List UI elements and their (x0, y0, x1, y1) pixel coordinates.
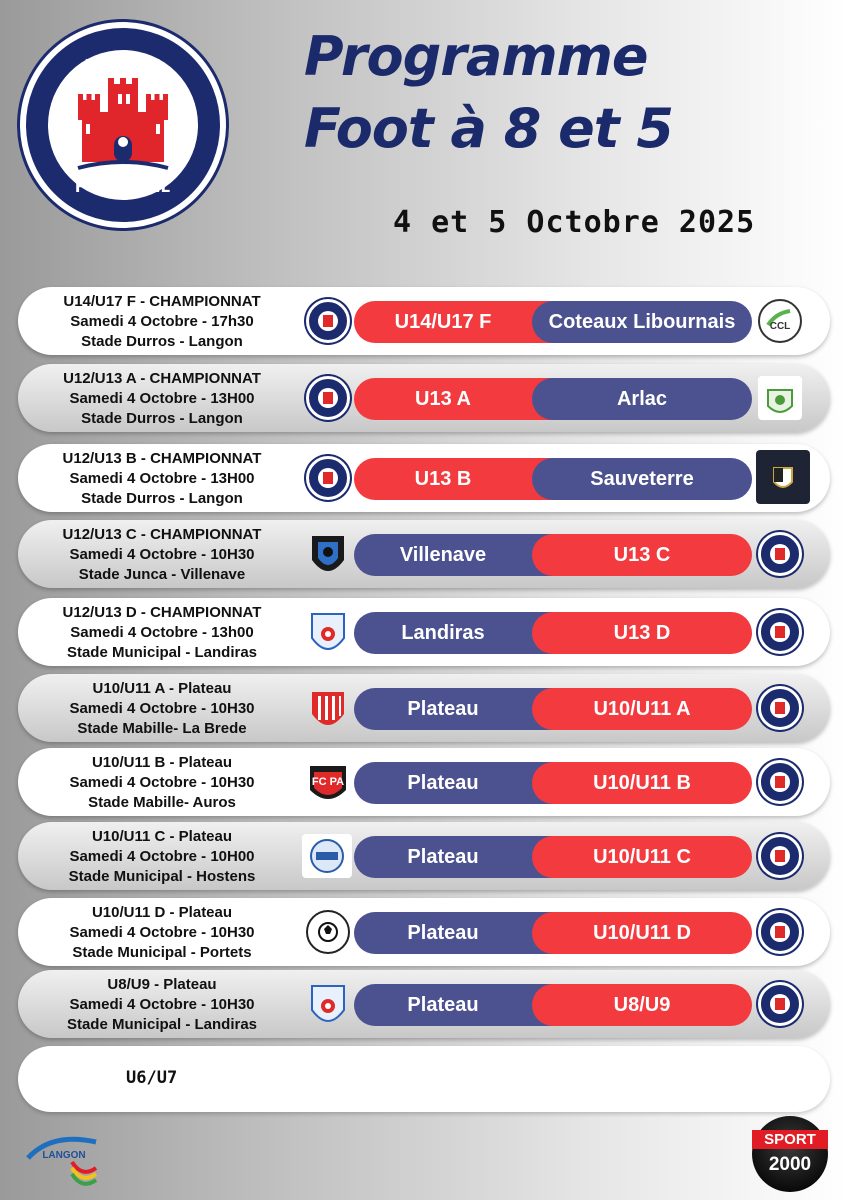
match-title: U12/U13 A - CHAMPIONNAT (63, 370, 261, 387)
match-venue: Stade Durros - Langon (81, 333, 243, 350)
match-title: U10/U11 A - Plateau (92, 680, 232, 697)
match-time: Samedi 4 Octobre - 10H30 (69, 996, 255, 1013)
match-time: Samedi 4 Octobre - 10H30 (69, 774, 255, 791)
match-time: Samedi 4 Octobre - 13H00 (69, 390, 255, 407)
match-row (18, 674, 830, 742)
away-team-pill (532, 378, 752, 420)
page-title-line2: Foot à 8 et 5 (304, 97, 673, 160)
match-title: U10/U11 D - Plateau (91, 904, 233, 921)
away-team-pill (532, 612, 752, 654)
match-info (24, 292, 300, 352)
home-team-label: Plateau (407, 697, 479, 720)
match-info (24, 975, 300, 1035)
langon-football-logo-icon (758, 910, 802, 954)
match-venue: Stade Durros - Langon (81, 490, 243, 507)
langon-football-logo-icon (758, 760, 802, 804)
away-team-pill (532, 458, 752, 500)
away-team-label: Arlac (616, 387, 668, 410)
sponsor-line2: 2000 (768, 1154, 812, 1175)
home-team-label: Plateau (407, 771, 479, 794)
match-title: U10/U11 C - Plateau (91, 828, 233, 845)
away-team-pill (532, 984, 752, 1026)
away-team-pill (532, 534, 752, 576)
svg-text:FC PA: FC PA (311, 776, 345, 788)
match-time: Samedi 4 Octobre - 10H30 (69, 546, 255, 563)
langon-city-logo (22, 1128, 104, 1188)
match-row (18, 970, 830, 1038)
match-time: Samedi 4 Octobre - 17h30 (70, 313, 254, 330)
match-teams (354, 378, 752, 420)
match-teams (354, 458, 752, 500)
city-swoosh-icon (22, 1128, 104, 1188)
match-teams (354, 301, 752, 343)
badge-bottom-text: FOOTBALL (74, 178, 172, 196)
match-row (18, 287, 830, 355)
away-team-label: U10/U11 D (593, 921, 691, 944)
la-brede-logo-icon (306, 686, 350, 730)
match-title: U14/U17 F - CHAMPIONNAT (63, 293, 261, 310)
match-row (18, 520, 830, 588)
match-info (24, 525, 300, 585)
portets-logo-icon (306, 910, 350, 954)
match-venue: Stade Municipal - Landiras (66, 644, 258, 661)
home-team-label: Plateau (407, 845, 479, 868)
away-team-label: Coteaux Libournais (548, 310, 736, 333)
match-teams (354, 534, 752, 576)
home-team-label: Landiras (401, 621, 485, 644)
match-title: U12/U13 D - CHAMPIONNAT (62, 604, 262, 621)
u6-u7-row (18, 1046, 830, 1112)
home-team-label: Plateau (407, 993, 479, 1016)
merignac-arlac-logo-icon (758, 376, 802, 420)
coteaux-libournais-logo-icon (758, 299, 802, 343)
langon-football-logo-icon (758, 686, 802, 730)
away-team-label: U13 C (613, 543, 671, 566)
city-logo-text: LANGON (42, 1150, 86, 1161)
away-team-pill (532, 912, 752, 954)
away-team-label: U10/U11 A (593, 697, 691, 720)
match-info (24, 903, 300, 963)
match-teams (354, 836, 752, 878)
match-row (18, 822, 830, 890)
away-team-pill (532, 301, 752, 343)
home-team-label: U13 B (414, 467, 472, 490)
fc-pa-logo-icon (306, 760, 350, 804)
away-team-label: U8/U9 (613, 993, 671, 1016)
match-venue: Stade Municipal - Portets (72, 944, 252, 961)
match-title: U12/U13 B - CHAMPIONNAT (62, 450, 262, 467)
langon-football-logo-icon (306, 456, 350, 500)
landiras-logo-icon (306, 610, 350, 654)
match-venue: Stade Municipal - Hostens (68, 868, 256, 885)
away-team-label: U10/U11 C (593, 845, 691, 868)
match-time: Samedi 4 Octobre - 10H30 (69, 924, 255, 941)
match-venue: Stade Mabille- Auros (88, 794, 236, 811)
sponsor-line1: SPORT (752, 1130, 828, 1149)
match-venue: Stade Junca - Villenave (78, 566, 246, 583)
page-title-line1: Programme (304, 25, 648, 88)
langon-football-logo-icon (758, 982, 802, 1026)
match-title: U8/U9 - Plateau (107, 976, 217, 993)
match-info (24, 369, 300, 429)
match-row (18, 364, 830, 432)
match-title: U10/U11 B - Plateau (91, 754, 233, 771)
langon-football-logo-icon (758, 610, 802, 654)
langon-football-logo-icon (758, 834, 802, 878)
langon-football-logo-icon (306, 376, 350, 420)
match-teams (354, 762, 752, 804)
away-team-label: U10/U11 B (593, 771, 691, 794)
match-teams (354, 912, 752, 954)
match-teams (354, 612, 752, 654)
match-title: U12/U13 C - CHAMPIONNAT (62, 526, 262, 543)
sauveterre-logo-icon (756, 450, 810, 504)
langon-football-badge (20, 22, 226, 228)
match-venue: Stade Mabille- La Brede (77, 720, 247, 737)
langon-football-logo-icon (306, 299, 350, 343)
away-team-pill (532, 762, 752, 804)
svg-text:CCL: CCL (769, 321, 791, 332)
match-row (18, 748, 830, 816)
away-team-label: Sauveterre (590, 467, 694, 490)
hostens-logo-icon (302, 834, 352, 878)
event-date: 4 et 5 Octobre 2025 (393, 205, 756, 240)
match-row (18, 444, 830, 512)
match-info (24, 827, 300, 887)
match-info (24, 679, 300, 739)
match-time: Samedi 4 Octobre - 13H00 (69, 470, 255, 487)
u6-u7-label: U6/U7 (126, 1068, 178, 1088)
match-time: Samedi 4 Octobre - 13h00 (70, 624, 254, 641)
match-venue: Stade Durros - Langon (81, 410, 243, 427)
match-venue: Stade Municipal - Landiras (66, 1016, 258, 1033)
match-info (24, 753, 300, 813)
away-team-pill (532, 836, 752, 878)
match-teams (354, 984, 752, 1026)
sport-2000-logo (752, 1116, 828, 1192)
match-time: Samedi 4 Octobre - 10H30 (69, 700, 255, 717)
match-row (18, 598, 830, 666)
home-team-label: Plateau (407, 921, 479, 944)
match-row (18, 898, 830, 966)
match-time: Samedi 4 Octobre - 10H00 (69, 848, 255, 865)
home-team-label: U14/U17 F (394, 310, 492, 333)
home-team-label: U13 A (415, 387, 471, 410)
landiras-logo-icon (306, 982, 350, 1026)
away-team-label: U13 D (613, 621, 671, 644)
away-team-pill (532, 688, 752, 730)
home-team-label: Villenave (399, 543, 487, 566)
match-teams (354, 688, 752, 730)
match-info (24, 603, 300, 663)
match-info (24, 449, 300, 509)
villenave-logo-icon (306, 532, 350, 576)
langon-football-logo-icon (758, 532, 802, 576)
